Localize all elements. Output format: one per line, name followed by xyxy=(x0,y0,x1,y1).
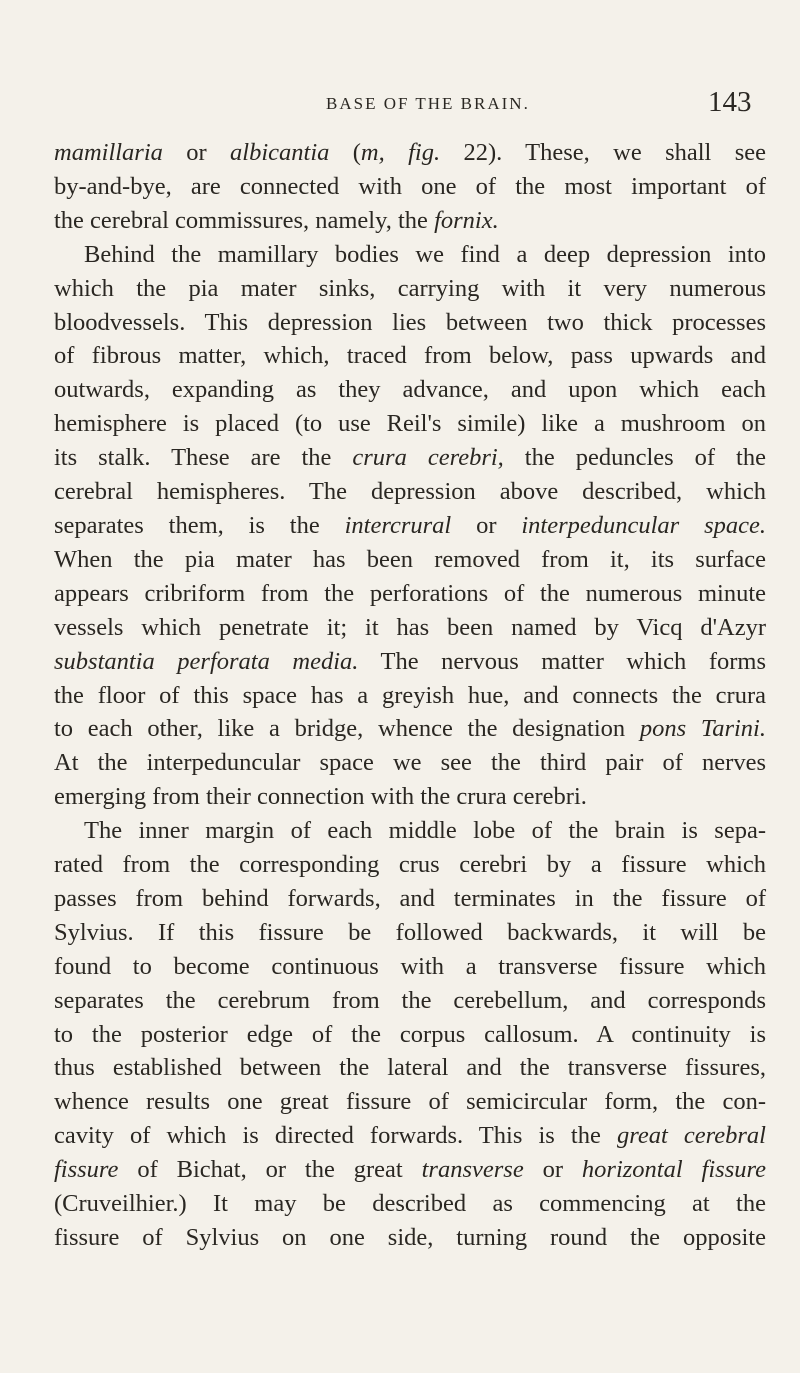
body-text xyxy=(54,136,766,1255)
text-line: At the interpeduncular space we see the third pair of nerves xyxy=(54,749,766,777)
text-line: cerebral hemispheres. The depression above described, which xyxy=(54,478,766,506)
text-line: separates them, is the intercrural or interpeduncular space. xyxy=(54,511,766,539)
text-line: appears cribriform from the perforations of the numerous minute xyxy=(54,579,766,607)
page-header xyxy=(0,86,800,126)
text-line: whence results one great fissure of semicircular form, the con- xyxy=(54,1088,766,1116)
text-line: bloodvessels. This depression lies between two thick processes xyxy=(54,308,766,336)
text-line: to each other, like a bridge, whence the designation pons Tarini. xyxy=(54,715,766,743)
text-line: Behind the mamillary bodies we find a deep depression into xyxy=(84,240,766,268)
text-line: the cerebral commissures, namely, the fornix. xyxy=(54,206,499,234)
text-line: The inner margin of each middle lobe of the brain is sepa- xyxy=(84,817,766,845)
text-line: the floor of this space has a greyish hue, and connects the crura xyxy=(54,681,766,709)
text-line: fissure of Bichat, or the great transverse or horizontal fissure xyxy=(54,1156,766,1184)
text-line: When the pia mater has been removed from it, its surface xyxy=(54,545,766,573)
text-line: of fibrous matter, which, traced from below, pass upwards and xyxy=(54,342,766,370)
text-line: passes from behind forwards, and terminates in the fissure of xyxy=(54,884,766,912)
text-line: (Cruveilhier.) It may be described as commencing at the xyxy=(54,1190,766,1218)
text-line: fissure of Sylvius on one side, turning round the opposite xyxy=(54,1224,766,1251)
text-line: found to become continuous with a transverse fissure which xyxy=(54,952,766,980)
page-number: 143 xyxy=(708,86,752,118)
text-line: outwards, expanding as they advance, and upon which each xyxy=(54,376,766,404)
text-line: Sylvius. If this fissure be followed backwards, it will be xyxy=(54,918,766,946)
text-line: by-and-bye, are connected with one of the most important of xyxy=(54,172,766,200)
text-line: to the posterior edge of the corpus callosum. A continuity is xyxy=(54,1020,766,1048)
text-line: emerging from their connection with the crura cerebri. xyxy=(54,783,587,811)
text-line: thus established between the lateral and the transverse fissures, xyxy=(54,1054,766,1082)
text-line: which the pia mater sinks, carrying with it very numerous xyxy=(54,274,766,302)
text-line: its stalk. These are the crura cerebri, the peduncles of the xyxy=(54,444,766,472)
text-line: mamillaria or albicantia (m, fig. 22). These, we shall see xyxy=(54,139,766,166)
text-line: cavity of which is directed forwards. This is the great cerebral xyxy=(54,1122,766,1150)
text-line: separates the cerebrum from the cerebellum, and corresponds xyxy=(54,986,766,1014)
text-line: substantia perforata media. The nervous matter which forms xyxy=(54,647,766,675)
running-head: BASE OF THE BRAIN. xyxy=(326,94,530,113)
text-line: hemisphere is placed (to use Reil's simile) like a mushroom on xyxy=(54,410,766,438)
text-line: rated from the corresponding crus cerebri by a fissure which xyxy=(54,851,766,879)
text-line: vessels which penetrate it; it has been named by Vicq d'Azyr xyxy=(54,613,766,641)
